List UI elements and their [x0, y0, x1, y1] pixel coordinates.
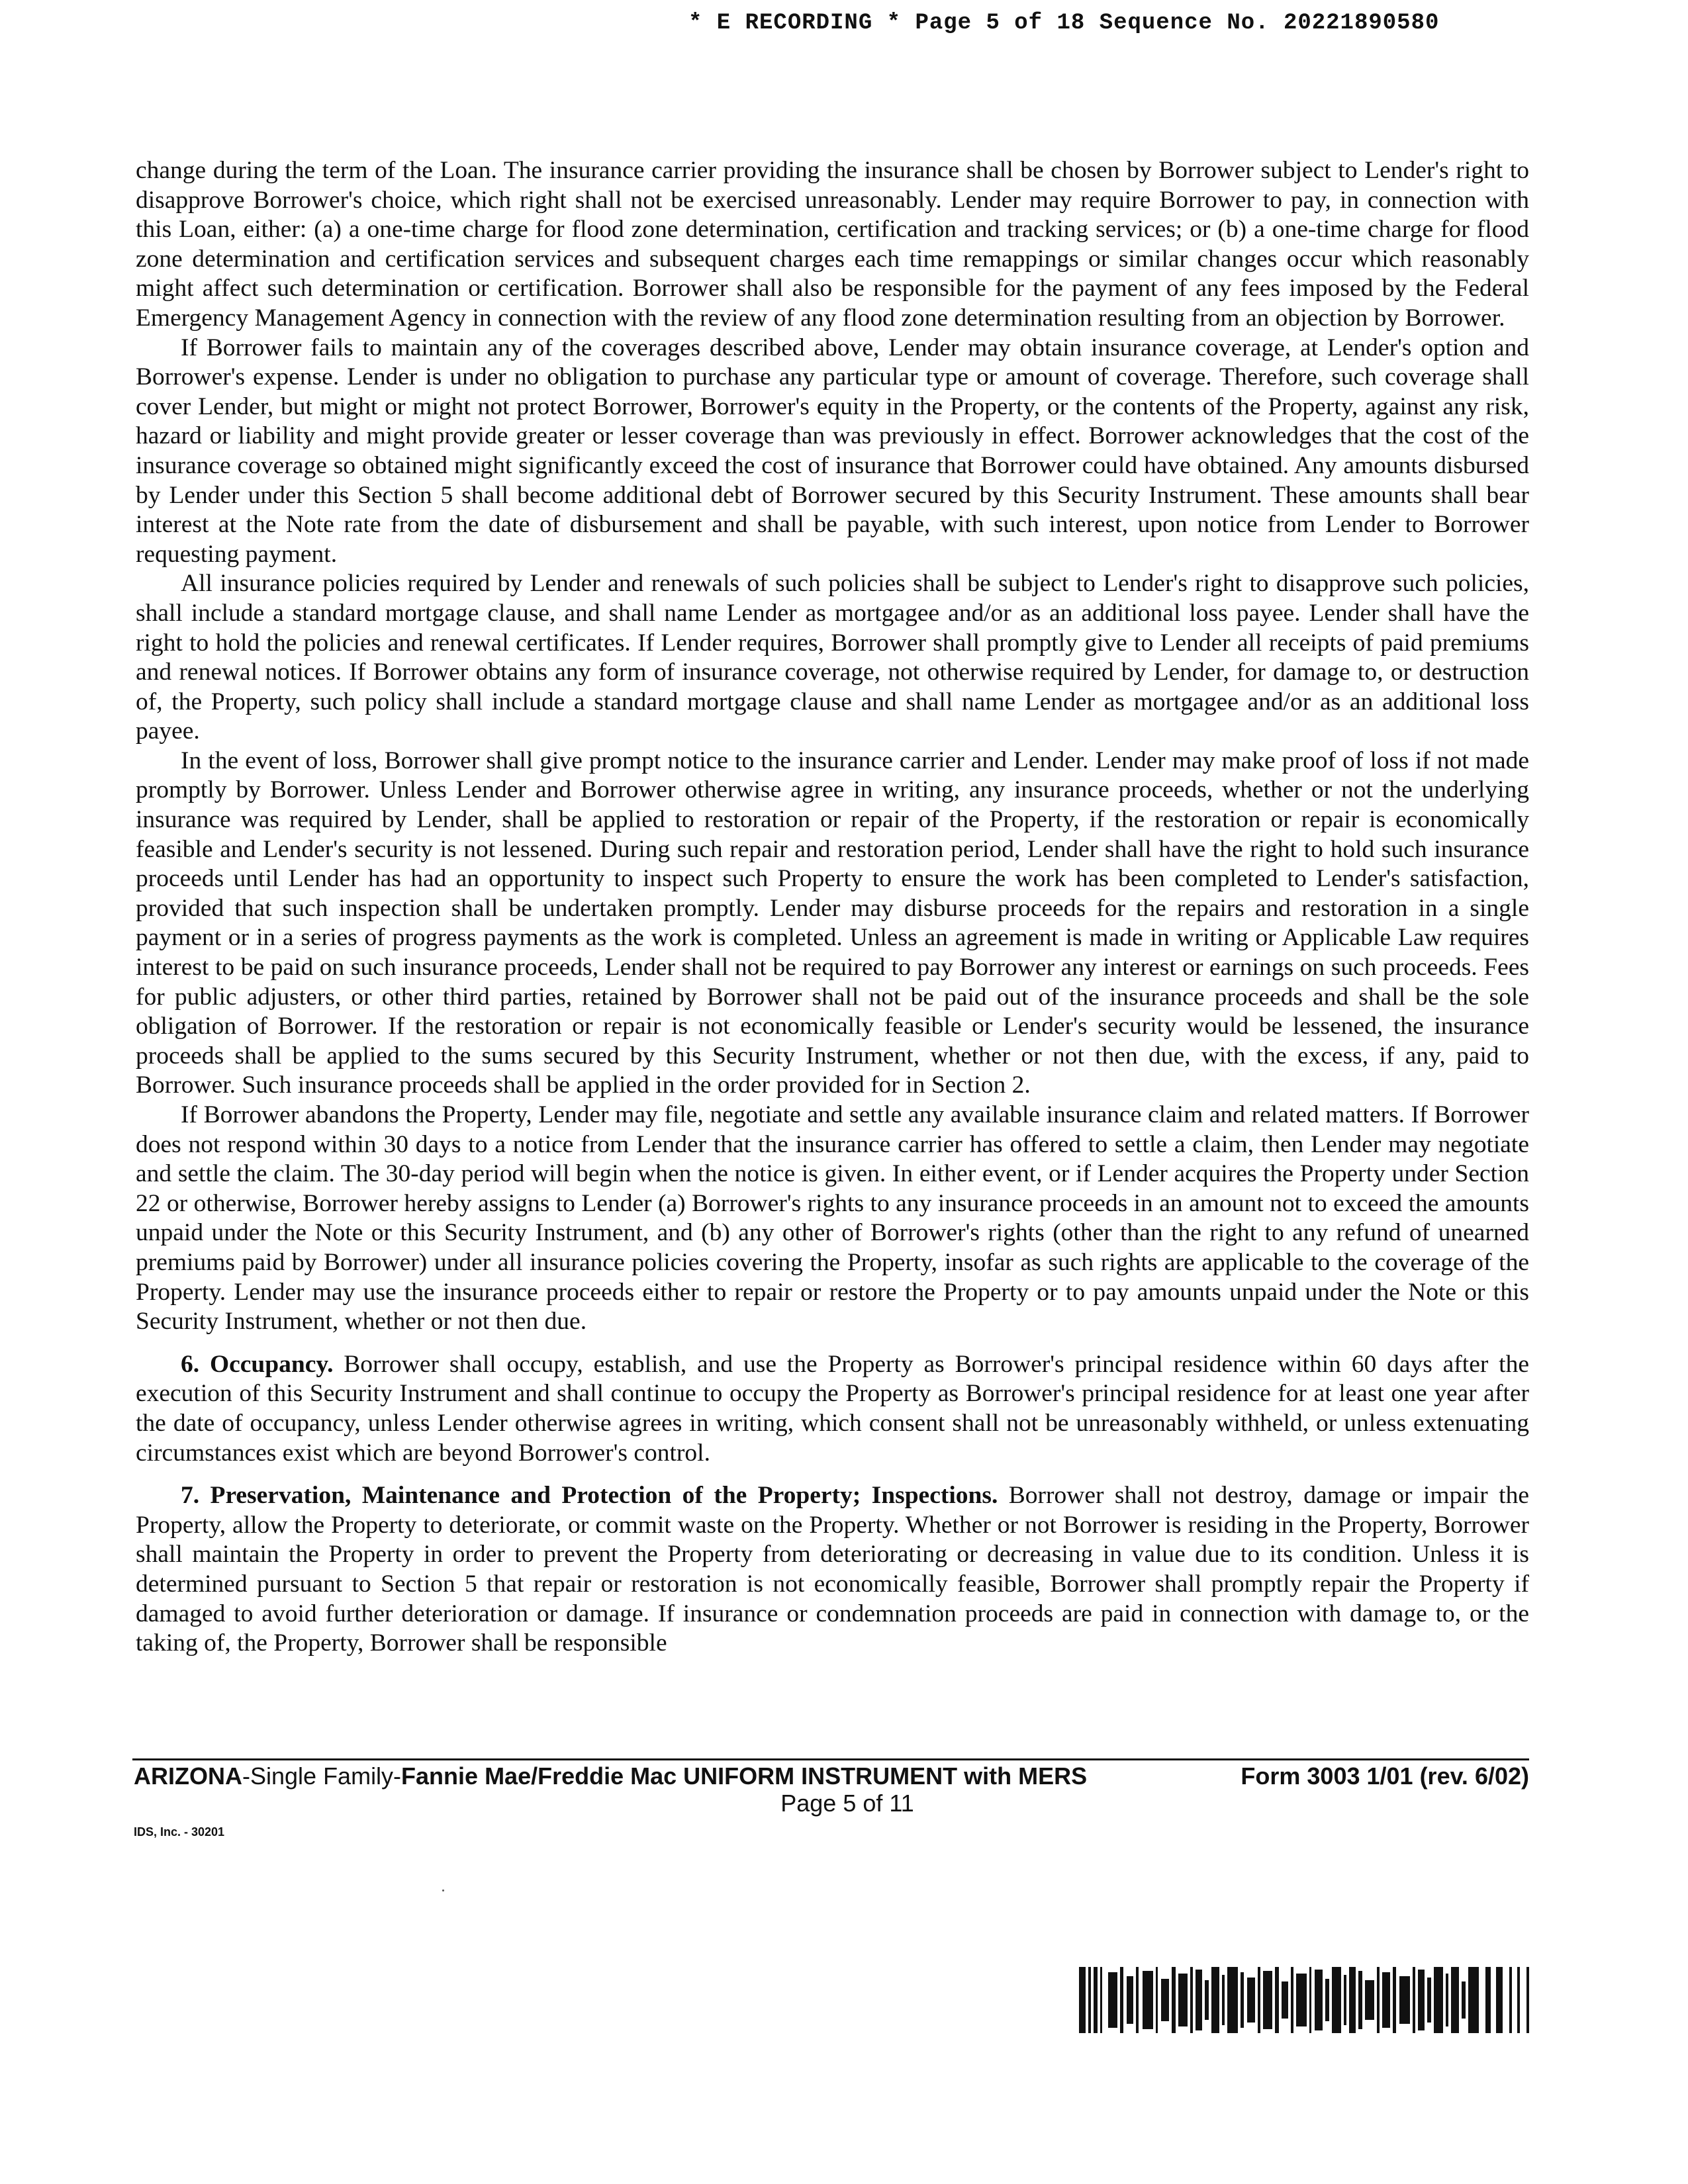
footer-page-number: Page 5 of 11: [780, 1790, 914, 1817]
section-text: Borrower shall occupy, establish, and use the Property as Borrower's principal residence within 60 days after the execution of this Security Instrument and shall continue to occupy the Property as Borrower's principal residence for at least one year after the date of occupancy, unless Lender otherwise agrees in writing, which consent shall not be unreasonably withheld, or unless extenuating circumstances exist which are beyond Borrower's control.: [136, 1350, 1529, 1467]
section-text: Borrower shall not destroy, damage or impair the Property, allow the Property to deteriorate, or commit waste on the Property. Whether or not Borrower is residing in the Property, Borrower shall maintain the Property in order to prevent the Property from deteriorating or decreasing in value due to its condition. Unless it is determined pursuant to Section 5 that repair or restoration is not economically feasible, Borrower shall promptly repair the Property if damaged to avoid further deterioration or damage. If insurance or condemnation proceeds are paid in connection with damage to, or the taking of, the Property, Borrower shall be responsible: [136, 1482, 1529, 1657]
footer-divider: [132, 1758, 1529, 1760]
footer-form-desc-1: -Single Family-: [242, 1762, 402, 1790]
vendor-code: IDS, Inc. - 30201: [134, 1825, 225, 1839]
document-body: [136, 156, 1529, 1659]
section-occupancy: [136, 1350, 1529, 1468]
footer-form-title: [134, 1762, 1087, 1790]
scan-speck: [442, 1889, 444, 1891]
recording-stamp: * E RECORDING * Page 5 of 18 Sequence No. 20221890580: [688, 11, 1440, 36]
section-preservation: [136, 1481, 1529, 1659]
paragraph-lender-coverage: If Borrower fails to maintain any of the coverages described above, Lender may obtain insurance coverage, at Lender's option and Borrower's expense. Lender is under no obligation to purchase any particular type or amount of coverage. Therefore, such coverage shall cover Lender, but might or might not protect Borrower, Borrower's equity in the Property, or the contents of the Property, against any risk, hazard or liability and might provide greater or lesser coverage than was previously in effect. Borrower acknowledges that the cost of the insurance coverage so obtained might significantly exceed the cost of insurance that Borrower could have obtained. Any amounts disbursed by Lender under this Section 5 shall become additional debt of Borrower secured by this Security Instrument. These amounts shall bear interest at the Note rate from the date of disbursement and shall be payable, with such interest, upon notice from Lender to Borrower requesting payment.: [136, 334, 1529, 568]
barcode-image: [1079, 1967, 1536, 2033]
paragraph-insurance-policies: All insurance policies required by Lender and renewals of such policies shall be subject to Lender's right to disapprove such policies, shall include a standard mortgage clause, and shall name Lender as mortgagee and/or as an additional loss payee. Lender shall have the right to hold the policies and renewal certificates. If Lender requires, Borrower shall promptly give to Lender all receipts of paid premiums and renewal notices. If Borrower obtains any form of insurance coverage, not otherwise required by Lender, for damage to, or destruction of, the Property, such policy shall include a standard mortgage clause and shall name Lender as mortgagee and/or as an additional loss payee.: [136, 570, 1529, 745]
paragraph-flood-insurance: change during the term of the Loan. The insurance carrier providing the insurance shall be chosen by Borrower subject to Lender's right to disapprove Borrower's choice, which right shall not be exercised unreasonably. Lender may require Borrower to pay, in connection with this Loan, either: (a) a one-time charge for flood zone determination, certification and tracking services; or (b) a one-time charge for flood zone determination and certification services and subsequent charges each time remappings or similar changes occur which reasonably might affect such determination or certification. Borrower shall also be responsible for the payment of any fees imposed by the Federal Emergency Management Agency in connection with the review of any flood zone determination resulting from an objection by Borrower.: [136, 157, 1529, 332]
section-heading: 6. Occupancy.: [181, 1350, 334, 1378]
footer-state: ARIZONA: [134, 1762, 242, 1790]
footer-form-desc-2: Fannie Mae/Freddie Mac UNIFORM INSTRUMENT with MERS: [401, 1762, 1088, 1790]
paragraph-abandonment: If Borrower abandons the Property, Lender may file, negotiate and settle any available insurance claim and related matters. If Borrower does not respond within 30 days to a notice from Lender that the insurance carrier has offered to settle a claim, then Lender may negotiate and settle the claim. The 30-day period will begin when the notice is given. In either event, or if Lender acquires the Property under Section 22 or otherwise, Borrower hereby assigns to Lender (a) Borrower's rights to any insurance proceeds in an amount not to exceed the amounts unpaid under the Note or this Security Instrument, and (b) any other of Borrower's rights (other than the right to any refund of unearned premiums paid by Borrower) under all insurance policies covering the Property, insofar as such rights are applicable to the coverage of the Property. Lender may use the insurance proceeds either to repair or restore the Property or to pay amounts unpaid under the Note or this Security Instrument, whether or not then due.: [136, 1101, 1529, 1336]
section-heading: 7. Preservation, Maintenance and Protection of the Property; Inspections.: [181, 1482, 998, 1510]
paragraph-event-of-loss: In the event of loss, Borrower shall give prompt notice to the insurance carrier and Lender. Lender may make proof of loss if not made promptly by Borrower. Unless Lender and Borrower otherwise agree in writing, any insurance proceeds, whether or not the underlying insurance was required by Lender, shall be applied to restoration or repair of the Property, if the restoration or repair is economically feasible and Lender's security is not lessened. During such repair and restoration period, Lender shall have the right to hold such insurance proceeds until Lender has had an opportunity to inspect such Property to ensure the work has been completed to Lender's satisfaction, provided that such inspection shall be undertaken promptly. Lender may disburse proceeds for the repairs and restoration in a single payment or in a series of progress payments as the work is completed. Unless an agreement is made in writing or Applicable Law requires interest to be paid on such insurance proceeds, Lender shall not be required to pay Borrower any interest or earnings on such proceeds. Fees for public adjusters, or other third parties, retained by Borrower shall not be paid out of the insurance proceeds and shall be the sole obligation of Borrower. If the restoration or repair is not economically feasible or Lender's security would be lessened, the insurance proceeds shall be applied to the sums secured by this Security Instrument, whether or not then due, with the excess, if any, paid to Borrower. Such insurance proceeds shall be applied in the order provided for in Section 2.: [136, 747, 1529, 1099]
footer-form-number: Form 3003 1/01 (rev. 6/02): [1241, 1762, 1529, 1790]
